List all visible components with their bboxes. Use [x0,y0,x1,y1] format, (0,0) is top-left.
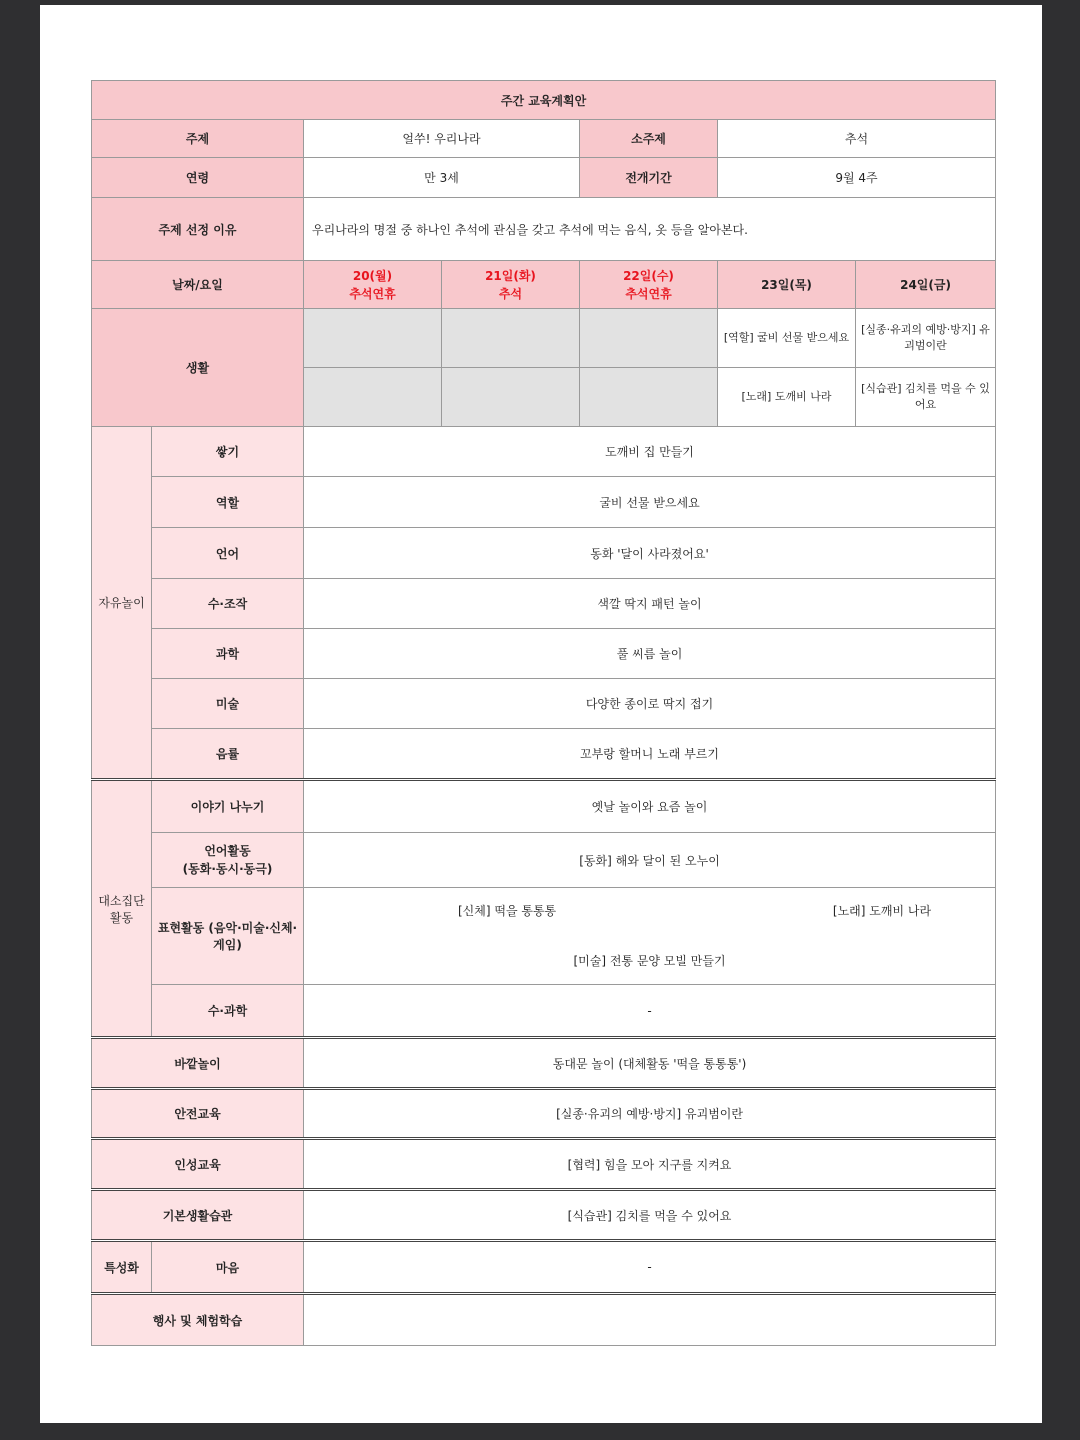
free-play-area: 과학 [152,629,304,679]
free-play-area: 쌓기 [152,427,304,477]
free-play-activity: 도깨비 집 만들기 [304,427,996,477]
expression-item: [미술] 전통 문양 모빌 만들기 [573,954,726,968]
special-sub-label: 마음 [152,1241,304,1294]
group-activity-label: 대소집단활동 [92,780,152,1038]
event-label: 행사 및 체험학습 [92,1294,304,1346]
day-date: 22일(수) [623,268,674,283]
period-value: 9월 4주 [718,158,996,198]
day-mon [304,261,442,309]
free-play-activity: 다양한 종이로 딱지 접기 [304,679,996,729]
daily-fri-2: [식습관] 김치를 먹을 수 있어요 [856,368,996,427]
plan-title: 주간 교육계획안 [92,81,996,120]
expression-item: [노래] 도깨비 나라 [832,904,932,918]
character-label: 인성교육 [92,1139,304,1190]
free-play-activity: 꼬부랑 할머니 노래 부르기 [304,729,996,780]
safety-label: 안전교육 [92,1089,304,1139]
language-label-sub: (동화·동시·동극) [182,862,273,876]
theme-label: 주제 [92,120,304,158]
special-value: - [304,1241,996,1294]
theme-value: 얼쑤! 우리나라 [304,120,580,158]
reason-value: 우리나라의 명절 중 하나인 추석에 관심을 갖고 추석에 먹는 음식, 옷 등을 알아본다. [304,198,996,261]
day-fri: 24일(금) [856,261,996,309]
character-value: [협력] 힘을 모아 지구를 지켜요 [304,1139,996,1190]
empty-cell [580,309,718,368]
period-label: 전개기간 [580,158,718,198]
free-play-area: 미술 [152,679,304,729]
age-label: 연령 [92,158,304,198]
math-science-value: - [304,985,996,1038]
free-play-area: 언어 [152,528,304,579]
free-play-activity: 색깔 딱지 패턴 놀이 [304,579,996,629]
free-play-label: 자유놀이 [92,427,152,780]
day-thu: 23일(목) [718,261,856,309]
daily-life-label: 생활 [92,309,304,427]
subtheme-value: 추석 [718,120,996,158]
free-play-activity: 굴비 선물 받으세요 [304,477,996,528]
language-activity-value: [동화] 해와 달이 된 오누이 [304,833,996,888]
day-note: 추석연휴 [349,286,396,301]
day-wed [580,261,718,309]
expression-activity-label: 표현활동 (음악·미술·신체·게임) [152,888,304,985]
special-label: 특성화 [92,1241,152,1294]
free-play-activity: 동화 '달이 사라졌어요' [304,528,996,579]
day-tue [442,261,580,309]
document-page [40,5,1042,1423]
weekly-plan-table [91,80,996,1346]
talk-label: 이야기 나누기 [152,780,304,833]
safety-value: [실종·유괴의 예방·방지] 유괴범이란 [304,1089,996,1139]
daily-thu-2: [노래] 도깨비 나라 [718,368,856,427]
talk-value: 옛날 놀이와 요즘 놀이 [304,780,996,833]
empty-cell [304,368,442,427]
empty-cell [442,368,580,427]
free-play-area: 수·조작 [152,579,304,629]
daily-fri-1: [실종·유괴의 예방·방지] 유괴범이란 [856,309,996,368]
habit-label: 기본생활습관 [92,1190,304,1241]
expression-activity-cell [304,888,996,985]
empty-cell [304,309,442,368]
subtheme-label: 소주제 [580,120,718,158]
language-label-line: 언어활동 [204,844,251,858]
event-value [304,1294,996,1346]
expression-item: [신체] 떡을 통통통 [458,904,557,918]
date-label: 날짜/요일 [92,261,304,309]
free-play-area: 음률 [152,729,304,780]
daily-thu-1: [역할] 굴비 선물 받으세요 [718,309,856,368]
reason-label: 주제 선정 이유 [92,198,304,261]
day-date: 21일(화) [485,268,536,283]
math-science-label: 수·과학 [152,985,304,1038]
outdoor-label: 바깥놀이 [92,1038,304,1089]
free-play-activity: 풀 씨름 놀이 [304,629,996,679]
language-activity-label [152,833,304,888]
habit-value: [식습관] 김치를 먹을 수 있어요 [304,1190,996,1241]
day-note: 추석연휴 [625,286,672,301]
outdoor-value: 동대문 놀이 (대체활동 '떡을 통통통') [304,1038,996,1089]
day-note: 추석 [498,286,523,301]
age-value: 만 3세 [304,158,580,198]
empty-cell [580,368,718,427]
day-date: 20(월) [352,268,393,283]
empty-cell [442,309,580,368]
free-play-area: 역할 [152,477,304,528]
expression-row [308,901,991,921]
